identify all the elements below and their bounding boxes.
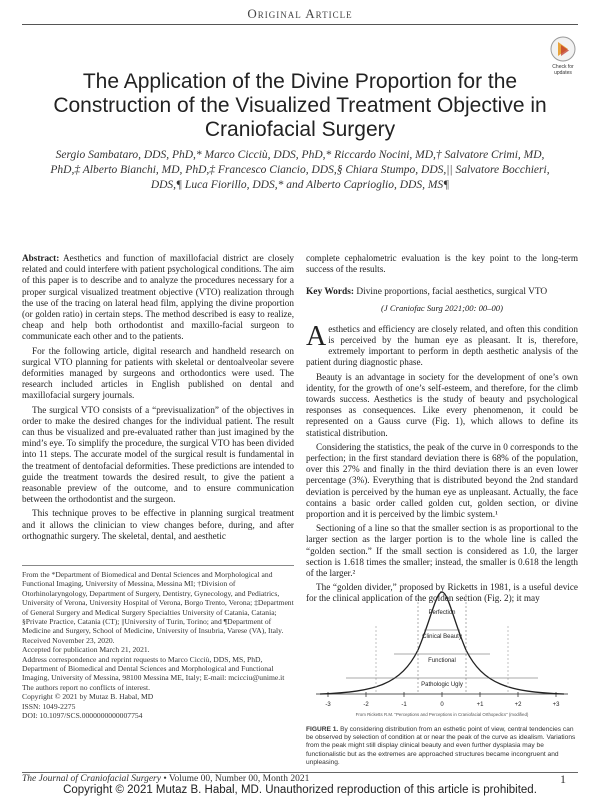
check-updates-line1: Check for [552, 64, 574, 70]
x-tick-label: -2 [363, 702, 369, 708]
gauss-curve [320, 592, 564, 694]
body-paragraph-3: Considering the statistics, the peak of the curve in 0 corresponds to the perfection; in the first standard deviation there is 68% of the population, over this 27% and finally in the third deviation there is an even lower percentage (3%). Everything that is distributed beyond the 2nd standard deviation is perceived by the human eye as unpleasant. Actually, the face contains a basic order called golden cut, golden section, or divine proportion and it is perceived by the limbic system.¹ [306, 441, 578, 520]
keywords-label: Key Words: [306, 287, 355, 298]
gauss-curve-figure [306, 566, 578, 718]
abstract-continuation: complete cephalometric evaluation is the key point to the long-term success of the results. [306, 253, 578, 275]
footnote-rule [22, 565, 294, 566]
band-label-clinical-beauty: Clinical Beauty [422, 634, 462, 640]
keywords [306, 287, 578, 298]
accepted-date: Accepted for publication March 21, 2021. [22, 645, 150, 655]
drop-cap: A [306, 320, 327, 352]
x-tick-label: -1 [401, 702, 407, 708]
keywords-text: Divine proportions, facial aesthetics, surgical VTO [356, 287, 548, 298]
right-column [306, 253, 578, 608]
correspondence: Address correspondence and reprint requests to Marco Cicciù, DDS, MS, PhD, Department of Biomedical and Dental Sciences and Morphological and Functional Imaging, University of Messina, 98100 Messina ME, Italy; E-mail: mcicciu@unime.it [22, 654, 285, 683]
copyright-notice: Copyright © 2021 Mutaz B. Habal, MD. Unauthorized reproduction of this article is prohibited. [63, 784, 537, 796]
x-tick-label: +1 [476, 702, 484, 708]
band-label-pathologic-ugly: Pathologic Ugly [421, 682, 463, 688]
x-axis-ticks [325, 692, 560, 708]
abstract [22, 253, 294, 545]
figure-caption [306, 726, 578, 767]
check-updates-icon [550, 36, 576, 62]
x-tick-label: 0 [440, 702, 444, 708]
figure-caption-text: By considering distribution from an esthetic point of view, central tendencies can be observed by selection of condition at or near the peak of the curve as idealism. Variations from the peak might still display clinical beauty and even further dysplasia may be functionalistic but as the extremes are approached structures became incongruent and unpleasing. [306, 726, 576, 766]
body-paragraph-1 [306, 320, 578, 369]
abstract-paragraph-1 [22, 253, 294, 343]
header-rule [22, 24, 578, 25]
received-date: Received November 23, 2020. [22, 635, 115, 645]
abstract-text-1: Aesthetics and function of maxillofacial district are closely related and could interfere with patient psychological conditions. The aim of this paper is to describe and to analyze the procedures necessary for a proper surgical visualized treatment objective (VTO) realization through the use of the tracing on lateral head film, applying the divine proportion (or golden ratio) in certain steps. The method described is easy to realize, cheap and help both orthodontist and maxillo-facial surgeon to communicate each other and to the patients. [22, 253, 295, 342]
body-paragraph-1-text: esthetics and efficiency are closely related, and often this condition is perceived by the human eye as pleasant. It is, therefore, extremely important to perform in depth aesthetic analysis of the patient during diagnostic phase. [306, 323, 578, 368]
footer-journal [22, 774, 309, 784]
footer-journal-info: • Volume 00, Number 00, Month 2021 [163, 774, 310, 784]
article-title: The Application of the Divine Proportion for the Construction of the Visualized Treatment Objective in Craniofacial Surgery [53, 70, 547, 141]
issn: ISSN: 1049-2275 [22, 701, 76, 711]
footer-journal-name: The Journal of Craniofacial Surgery [22, 774, 161, 784]
section-label: Original Article [247, 6, 353, 21]
figure-1 [306, 566, 578, 718]
affiliation-text: From the *Department of Biomedical and Dental Sciences and Morphological and Functional Imaging, University of Messina, Messina MI; †Division of Otorhinolaryngology, Department of Surgery, Dentistry, Gynecology, and Pediatrics, University of Verona, University Hospital of Verona, Borgo Trento, Verona; ‡Department of General Surgery and Medical Surgery Specialties University of Catania, Catania; §Private Practice, Catania (CT); ||University of Turin, Torino; and ¶Department of Medicine and Surgery, School of Medicine, University of Insubria, Varese (VA), Italy. [22, 570, 294, 636]
conflicts-statement: The authors report no conflicts of interest. [22, 682, 150, 692]
check-updates-line2: updates [554, 70, 572, 76]
abstract-label: Abstract: [22, 253, 60, 263]
band-label-perfection: Perfection [428, 610, 456, 616]
body-paragraph-4: Sectioning of a line so that the smaller section is as proportional to the larger section as the larger portion is to the whole line is called the “golden section.” If the small section is considered as 1.0, the larger section is 1.618 times the smaller; instead, the smaller is 0.618 the length of the larger.² [306, 523, 578, 579]
body-paragraph-5: The “golden divider,” proposed by Ricketts in 1981, is a useful device for the clinical application of the golden section (Fig. 2); it may [306, 582, 578, 604]
doi: DOI: 10.1097/SCS.0000000000007754 [22, 711, 143, 721]
copyright-line: Copyright © 2021 by Mutaz B. Habal, MD [22, 692, 154, 702]
figure-source-line: From Ricketts R.M. "Perceptions and Perceptions in Craniofacial Orthopedics" (modified) [355, 712, 529, 717]
abstract-paragraph-3: The surgical VTO consists of a “previsualization” of the objectives in order to make the desired changes for the individual patient. The result can thus be visualized and pre-evaluated rather than just imagined by the mind’s eye. To simplify the procedure, the surgical VTO has been divided into 11 steps. The accurate model of the surgical result is fundamental in the treatment of dentofacial deformities. These predictions are intended to guide the treatment towards the desired result, to give the patient a reasonable preview of the outcome, and to ensure communication between the orthodontist and the surgeon. [22, 404, 294, 505]
page-number: 1 [560, 772, 566, 786]
x-tick-label: +3 [552, 702, 560, 708]
x-tick-label: -3 [325, 702, 331, 708]
affiliations-footnote [22, 570, 294, 721]
abstract-paragraph-2: For the following article, digital research and handheld research on surgical VTO planning for patients with skeletal or dentoalveolar severe deformities managed by surgeons and orthodontics were used. The research included articles in English published on dental and maxillofacial surgery journals. [22, 345, 294, 401]
body-paragraph-2: Beauty is an advantage in society for the development of one’s own identity, for the growth of one’s self-esteem, and therefore, for the climb towards success. Aesthetics is the study of beauty and psychological responses as consequences. Like every phenomenon, it could be represented on a Gauss curve (Fig. 1), which allows to define its statistical distribution. [306, 371, 578, 438]
abstract-paragraph-4: This technique proves to be effective in planning surgical treatment and it allows the clinician to view changes before, during, and after orthognathic surgery. The skeletal, dental, and aesthetic [22, 508, 294, 541]
band-label-functional: Functional [428, 658, 456, 664]
author-list: Sergio Sambataro, DDS, PhD,* Marco Cicciù, DDS, PhD,* Riccardo Nocini, MD,† Salvatore Crimi, MD, PhD,‡ Alberto Bianchi, MD, PhD,‡ Francesco Ciancio, DDS,§ Chiara Stumpo, DDS,|| Salvatore Bocchieri, DDS,¶ Luca Fiorillo, DDS,* and Alberto Caprioglio, DDS, MS¶ [50, 149, 550, 191]
footer-rule [22, 772, 578, 773]
citation: (J Craniofac Surg 2021;00: 00–00) [381, 302, 503, 313]
figure-caption-label: FIGURE 1. [306, 726, 339, 733]
x-tick-label: +2 [514, 702, 522, 708]
